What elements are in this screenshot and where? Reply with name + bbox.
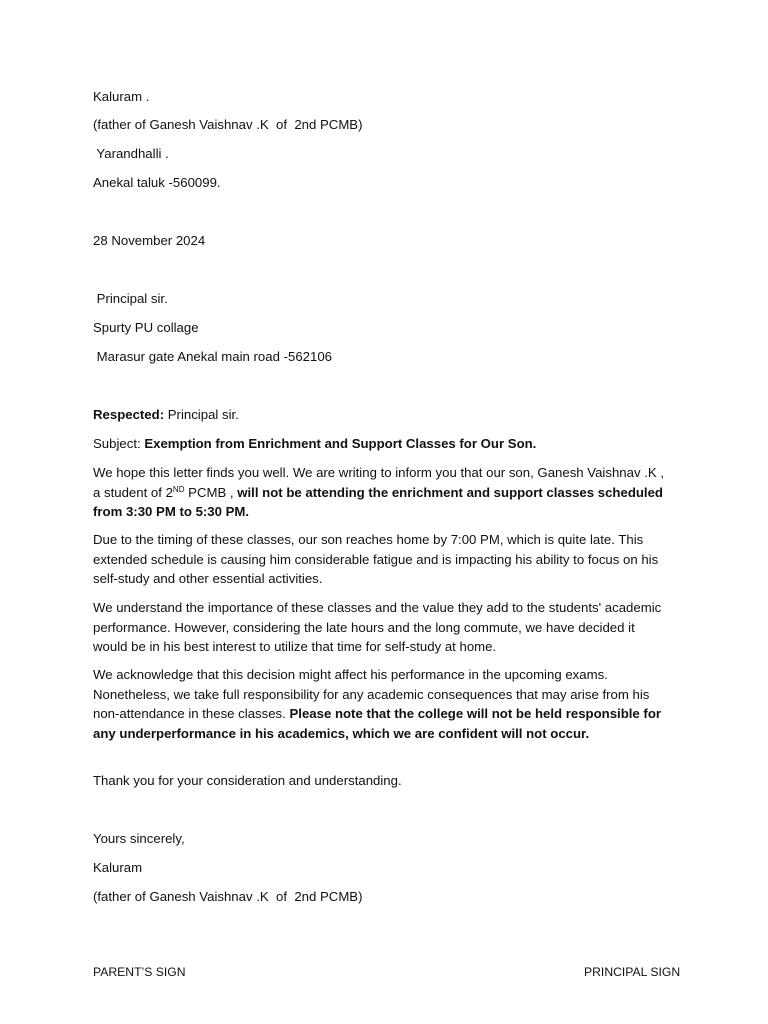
body-paragraph-5: Thank you for your consideration and understanding. [93,773,402,788]
subject-line [93,436,536,452]
p1-bold: will not be attending the enrichment and support classes scheduled from 3:30 PM to 5:30 PM. [93,484,663,519]
closing-valediction: Yours sincerely, [93,831,185,846]
subject-text: Exemption from Enrichment and Support Classes for Our Son. [144,436,537,451]
closing-name: Kaluram [93,860,143,875]
subject-label: Subject: [93,436,145,451]
p1-text: We hope this letter finds you well. We are writing to inform you that our son, Ganesh Vaishnav .K , a student of 2 [93,465,665,500]
p1-mid: PCMB , [184,484,238,500]
letter-date: 28 November 2024 [93,233,206,248]
p4-bold: Please note that the college will not be held responsible for any underperformance in his academics, which we are confident will not occur. [93,706,662,741]
body-paragraph-3: We understand the importance of these classes and the value they add to the students' academic performance. However, considering the late hours and the long commute, we have decided it would be in his best interest to utilize that time for self-study at home. [93,600,662,654]
closing-relation: (father of Ganesh Vaishnav .K of 2nd PCMB) [93,889,363,904]
body-paragraph-2: Due to the timing of these classes, our son reaches home by 7:00 PM, which is quite late. This extended schedule is causing him considerable fatigue and is impacting his ability to focus on his self-study and other essential activities. [93,532,659,586]
recipient-title: Principal sir. [93,291,168,306]
salutation-text: Principal sir. [164,407,239,422]
parent-sign-label: PARENT’S SIGN [93,965,186,979]
p4-text: We acknowledge that this decision might affect his performance in the upcoming exams. Nonetheless, we take full responsibility for any academic consequences that may arise from his non-attendance in these classes. [93,667,650,721]
sender-village: Yarandhalli . [93,146,169,161]
salutation-label: Respected: [93,407,165,422]
principal-sign-label: PRINCIPAL SIGN [584,965,681,979]
sender-name: Kaluram . [93,89,150,104]
sender-relation: (father of Ganesh Vaishnav .K of 2nd PCMB) [93,117,363,132]
body-paragraph-4 [93,665,671,743]
recipient-address: Marasur gate Anekal main road -562106 [93,349,332,364]
salutation [93,407,239,423]
body-paragraph-1 [93,463,671,522]
p1-superscript: ND [172,484,185,494]
sender-taluk: Anekal taluk -560099. [93,175,221,190]
recipient-college: Spurty PU collage [93,320,199,335]
